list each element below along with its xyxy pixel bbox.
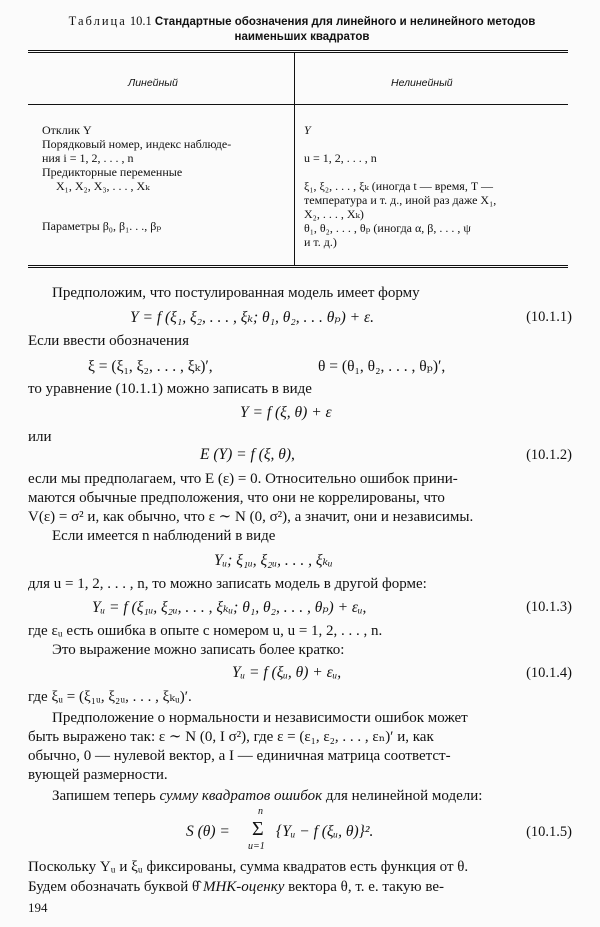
paragraph: Если имеется n наблюдений в виде: [52, 528, 276, 544]
caption-number: 10.1: [129, 14, 152, 28]
header-nonlinear: Нелинейный: [391, 77, 453, 89]
right-cell: θ₁, θ₂, . . . , θₚ (иногда α, β, . . . , ψ: [304, 221, 471, 235]
table-header: [28, 53, 568, 105]
sum-upper-limit: n: [258, 806, 263, 817]
paragraph: то уравнение (10.1.1) можно записать в виде: [28, 381, 312, 397]
paragraph: [52, 787, 482, 805]
left-cell: Предикторные переменные: [42, 165, 183, 179]
caption-label: Таблица: [68, 14, 127, 28]
left-cell: Отклик Y: [42, 123, 92, 137]
equation: Y = f (ξ, θ) + ε: [240, 404, 332, 421]
text-run: Запишем теперь: [52, 788, 160, 804]
paragraph-line: маются обычные предположения, что они не коррелированы, что: [28, 490, 445, 506]
equation: Yᵤ; ξ₁ᵤ, ξ₂ᵤ, . . . , ξₖᵤ: [214, 552, 333, 569]
paragraph-line: вующей размерности.: [28, 767, 168, 783]
left-cell: ния i = 1, 2, . . . , n: [42, 151, 134, 165]
paragraph: Это выражение можно записать более кратко:: [52, 642, 345, 658]
text-run: вектора θ, т. е. такую ве-: [284, 879, 445, 895]
emphasis: сумму квадратов ошибок: [159, 788, 323, 804]
equation-10-1-2: E (Y) = f (ξ, θ),: [200, 446, 295, 463]
paragraph: Предположим, что постулированная модель имеет форму: [52, 285, 420, 301]
column-divider: [294, 53, 295, 265]
left-cell: Порядковый номер, индекс наблюде-: [42, 137, 232, 151]
right-cell: ξ₁, ξ₂, . . . , ξₖ (иногда t — время, T —: [304, 179, 493, 193]
left-cell: X₁, X₂, X₃, . . . , Xₖ: [56, 179, 150, 193]
page-number: 194: [28, 900, 48, 915]
right-cell: температура и т. д., иной раз даже X₁,: [304, 193, 497, 207]
paragraph: или: [28, 429, 52, 445]
sum-sigma: Σ: [252, 818, 264, 840]
text-run: для нелинейной модели:: [322, 788, 483, 804]
paragraph: где εᵤ есть ошибка в опыте с номером u, u = 1, 2, . . . , n.: [28, 623, 383, 639]
text-run: Будем обозначать буквой θ̂: [28, 879, 203, 895]
equation-number: (10.1.3): [526, 599, 572, 615]
paragraph-line: Предположение о нормальности и независимости ошибок может: [52, 710, 468, 726]
paragraph-line: [28, 878, 444, 896]
equation-number: (10.1.1): [526, 309, 572, 325]
table-caption: [8, 14, 596, 45]
equation-10-1-3: Yᵤ = f (ξ₁ᵤ, ξ₂ᵤ, . . . , ξₖᵤ; θ₁, θ₂, . . . , θₚ) + εᵤ,: [92, 599, 367, 616]
emphasis: МНК-оценку: [202, 879, 285, 895]
sum-lhs: S (θ) =: [186, 823, 230, 840]
equation: θ = (θ₁, θ₂, . . . , θₚ)′,: [318, 358, 446, 375]
right-cell: Y: [304, 123, 311, 137]
equation-number: (10.1.2): [526, 447, 572, 463]
paragraph: где ξᵤ = (ξ₁ᵤ, ξ₂ᵤ, . . . , ξₖᵤ)′.: [28, 689, 192, 705]
paragraph-line: обычно, 0 — нулевой вектор, а I — единичная матрица соответст-: [28, 748, 451, 764]
left-cell: Параметры β₀, β₁. . ., βₚ: [42, 219, 162, 233]
equation-number: (10.1.4): [526, 665, 572, 681]
equation: ξ = (ξ₁, ξ₂, . . . , ξₖ)′,: [88, 358, 213, 375]
paragraph: для u = 1, 2, . . . , n, то можно записать модель в другой форме:: [28, 576, 427, 592]
paragraph-line: быть выражено так: ε ∼ N (0, I σ²), где ε = (ε₁, ε₂, . . . , εₙ)′ и, как: [28, 729, 434, 745]
caption-title-line1: Стандартные обозначения для линейного и нелинейного методов: [154, 16, 536, 28]
header-linear: Линейный: [128, 77, 178, 89]
equation-10-1-1: Y = f (ξ₁, ξ₂, . . . , ξₖ; θ₁, θ₂, . . . θₚ) + ε.: [130, 309, 374, 326]
paragraph: Если ввести обозначения: [28, 333, 189, 349]
caption-title-line2: наименьших квадратов: [234, 31, 370, 43]
right-cell: u = 1, 2, . . . , n: [304, 151, 377, 165]
equation-10-1-4: Yᵤ = f (ξᵤ, θ) + εᵤ,: [232, 664, 342, 681]
right-cell: X₂, . . . , Xₖ): [304, 207, 364, 221]
sum-lower-limit: u=1: [248, 841, 265, 852]
paragraph-line: V(ε) = σ² и, как обычно, что ε ∼ N (0, σ²), а значит, они и независимы.: [28, 509, 474, 525]
equation-number: (10.1.5): [526, 824, 572, 840]
paragraph-line: если мы предполагаем, что E (ε) = 0. Относительно ошибок прини-: [28, 471, 458, 487]
notation-table: [28, 50, 568, 268]
right-cell: и т. д.): [304, 235, 337, 249]
sum-rhs: {Yᵤ − f (ξᵤ, θ)}².: [276, 823, 374, 840]
paragraph-line: Поскольку Yᵤ и ξᵤ фиксированы, сумма квадратов есть функция от θ.: [28, 859, 469, 875]
